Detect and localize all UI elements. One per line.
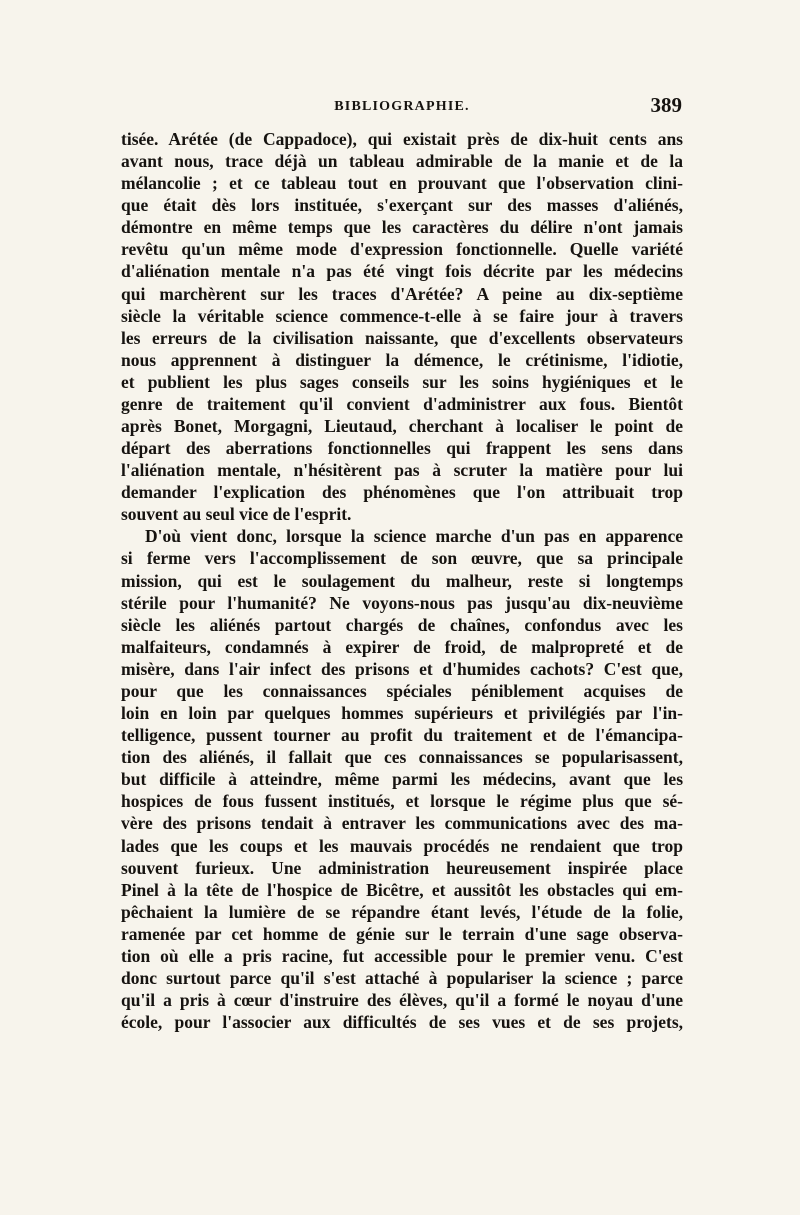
text-line: démontre en même temps que les caractères du délire n'ont jamais (121, 217, 683, 238)
text-line: tisée. Arétée (de Cappadoce), qui existait près de dix-huit cents ans (121, 129, 683, 149)
text-line: souvent furieux. Une administration heureusement inspirée place (121, 857, 683, 878)
running-head (118, 93, 686, 123)
text-line: misère, dans l'air infect des prisons et d'humides cachots? C'est que, (121, 658, 683, 679)
text-line: siècle les aliénés partout chargés de chaînes, confondus avec les (121, 614, 683, 635)
text-line: l'aliénation mentale, n'hésitèrent pas à scruter la matière pour lui (121, 460, 683, 481)
page-number: 389 (650, 93, 682, 117)
text-line: telligence, pussent tourner au profit du traitement et de l'émancipa- (121, 725, 683, 746)
text-line: loin en loin par quelques hommes supérieurs et privilégiés par l'in- (121, 703, 683, 724)
text-line: lades que les coups et les mauvais procédés ne rendaient que trop (121, 835, 683, 856)
text-line: genre de traitement qu'il convient d'administrer aux fous. Bientôt (121, 393, 683, 414)
text-line: but difficile à atteindre, même parmi les médecins, avant que les (121, 769, 683, 790)
text-line: si ferme vers l'accomplissement de son œuvre, que sa principale (121, 548, 683, 569)
text-line: pour que les connaissances spéciales péniblement acquises de (121, 680, 683, 701)
text-line: mélancolie ; et ce tableau tout en prouvant que l'observation clini- (121, 173, 683, 194)
text-line: tion où elle a pris racine, fut accessible pour le premier venu. C'est (121, 945, 683, 966)
text-line: et publient les plus sages conseils sur les soins hygiéniques et le (121, 371, 683, 392)
text-line: tion des aliénés, il fallait que ces connaissances se popularisassent, (121, 747, 683, 768)
text-line: donc surtout parce qu'il s'est attaché à populariser la science ; parce (121, 967, 683, 988)
text-line: mission, qui est le soulagement du malheur, reste si longtemps (121, 570, 683, 591)
text-line: revêtu qu'un même mode d'expression fonctionnelle. Quelle variété (121, 239, 683, 260)
text-line: Pinel à la tête de l'hospice de Bicêtre, et aussitôt les obstacles qui em- (121, 879, 683, 900)
text-line: avant nous, trace déjà un tableau admirable de la manie et de la (121, 151, 683, 172)
text-line: nous apprennent à distinguer la démence, le crétinisme, l'idiotie, (121, 349, 683, 370)
text-line: stérile pour l'humanité? Ne voyons-nous pas jusqu'au dix-neuvième (121, 592, 683, 613)
text-line: après Bonet, Morgagni, Lieutaud, cherchant à localiser le point de (121, 416, 683, 437)
text-line: qui marchèrent sur les traces d'Arétée? A peine au dix-septième (121, 283, 683, 304)
text-line: D'où vient donc, lorsque la science marche d'un pas en apparence (145, 526, 683, 547)
running-title: BIBLIOGRAPHIE. (334, 99, 470, 114)
text-line: vère des prisons tendait à entraver les communications avec des ma- (121, 813, 683, 834)
text-line: qu'il a pris à cœur d'instruire des élèves, qu'il a formé le noyau d'une (121, 990, 683, 1011)
text-line: d'aliénation mentale n'a pas été vingt fois décrite par les médecins (121, 261, 683, 282)
text-line: départ des aberrations fonctionnelles qui frappent les sens dans (121, 438, 683, 459)
text-line: ramenée par cet homme de génie sur le terrain d'une sage observa- (121, 923, 683, 944)
text-line: siècle la véritable science commence-t-elle à se faire jour à travers (121, 305, 683, 326)
text-line: demander l'explication des phénomènes que l'on attribuait trop (121, 482, 683, 503)
text-line: hospices de fous fussent institués, et lorsque le régime plus que sé- (121, 791, 683, 812)
text-line: souvent au seul vice de l'esprit. (121, 504, 352, 525)
text-line: les erreurs de la civilisation naissante, que d'excellents observateurs (121, 327, 683, 348)
text-line: école, pour l'associer aux difficultés de ses vues et de ses projets, (121, 1012, 683, 1033)
text-line: pêchaient la lumière de se répandre étant levés, l'étude de la folie, (121, 901, 683, 922)
text-line: que était dès lors instituée, s'exerçant sur des masses d'aliénés, (121, 195, 683, 216)
body-text (121, 128, 683, 1033)
text-line: malfaiteurs, condamnés à expirer de froid, de malpropreté et de (121, 636, 683, 657)
